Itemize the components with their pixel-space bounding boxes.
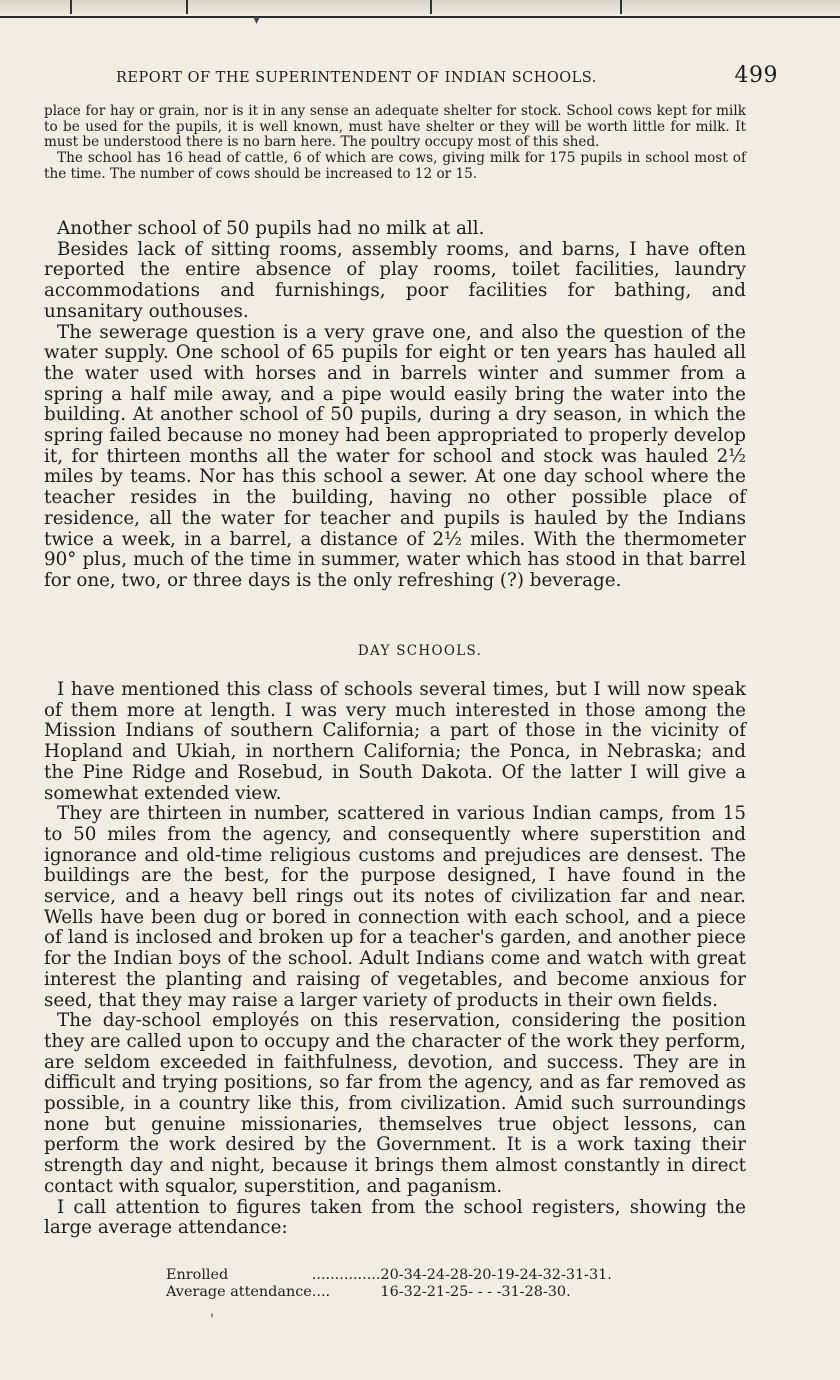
- body-paragraph: The sewerage question is a very grave one, and also the question of the water supply. One school of 65 pupils for eight or ten years has hauled all the water used with horses and in barrels winter and summer from a spring a half mile away, and a pipe would easily bring the water into the building. At another school of 50 pupils, during a dry season, in which the spring failed because no money had been appropriated to properly develop it, for thirteen months all the water for school and stock was hauled 2½ miles by teams. Nor has this school a sewer. At one day school where the teacher resides in the building, having no other possible place of residence, all the water for teacher and pupils is hauled by the Indians twice a week, in a barrel, a distance of 2½ miles. With the thermometer 90° plus, much of the time in summer, water which has stood in that barrel for one, two, or three days is the only refreshing (?) beverage.: [44, 321, 746, 591]
- small-paragraph: The school has 16 head of cattle, 6 of which are cows, giving milk for 175 pupils in school most of the time. The number of cows should be increased to 12 or 15.: [44, 150, 746, 182]
- body-paragraph: The day-school employés on this reservation, considering the position they are called upon to occupy and the character of the work they perform, are seldom exceeded in faithfulness, devotion, and success. They are in difficult and trying positions, so far from the agency, and as far removed as possible, in a country like this, from civilization. Amid such surroundings none but genuine missionaries, themselves true object lessons, can perform the work desired by the Government. It is a work taxing their strength day and night, because it brings them almost constantly in direct contact with squalor, superstition, and paganism.: [44, 1010, 746, 1197]
- ink-speck: ': [210, 1312, 214, 1328]
- body-paragraph: I call attention to figures taken from the school registers, showing the large average attendance:: [44, 1196, 746, 1239]
- body-block-top: [44, 219, 746, 592]
- running-header: [116, 63, 778, 88]
- table-row: [166, 1267, 612, 1284]
- page-top-edge: [0, 0, 840, 18]
- page-number: 499: [734, 63, 778, 88]
- section-heading: DAY SCHOOLS.: [357, 643, 483, 659]
- body-paragraph: Besides lack of sitting rooms, assembly rooms, and barns, I have often reported the entire absence of play rooms, toilet facilities, laundry accommodations and furnishings, poor facilities for bathing, and unsanitary outhouses.: [44, 238, 746, 322]
- row-label: Enrolled: [166, 1267, 229, 1283]
- attendance-table: [166, 1267, 612, 1301]
- edge-mark: [186, 0, 188, 14]
- row-leader: ...............: [311, 1267, 381, 1283]
- row-label: Average attendance: [166, 1284, 312, 1300]
- table-row: [166, 1284, 612, 1301]
- edge-mark: [620, 0, 622, 14]
- body-paragraph: I have mentioned this class of schools several times, but I will now speak of them more at length. I was very much interested in those among the Mission Indians of southern California; a part of those in the vicinity of Hopland and Ukiah, in northern California; the Ponca, in Nebraska; and the Pine Ridge and Rosebud, in South Dakota. Of the latter I will give a somewhat extended view.: [44, 679, 746, 804]
- edge-mark: [70, 0, 72, 14]
- row-values: 20-34-24-28-20-19-24-32-31-31.: [380, 1267, 612, 1283]
- small-print-block: [44, 104, 746, 183]
- body-paragraph: They are thirteen in number, scattered in various Indian camps, from 15 to 50 miles from the agency, and consequently where superstition and ignorance and old-time religious customs and prejudices are densest. The buildings are the best, for the purpose designed, I have found in the service, and a heavy bell rings out its notes of civilization far and near. Wells have been dug or bored in connection with each school, and a piece of land is inclosed and broken up for a teacher's garden, and another piece for the Indian boys of the school. Adult Indians come and watch with great interest the planting and raising of vegetables, and become anxious for seed, that they may raise a larger variety of products in their own fields.: [44, 803, 746, 1011]
- row-values: 16-32-21-25- - - -31-28-30.: [380, 1284, 571, 1300]
- small-paragraph: place for hay or grain, nor is it in any sense an adequate shelter for stock. School cows kept for milk to be used for the pupils, it is well known, must have shelter or they will be worth little for milk. It must be understood there is no barn here. The poultry occupy most of this shed.: [44, 103, 746, 151]
- row-leader: ....: [311, 1284, 331, 1300]
- edge-mark: [430, 0, 432, 14]
- header-title: REPORT OF THE SUPERINTENDENT OF INDIAN SCHOOLS.: [116, 70, 597, 86]
- ink-speck: ▾: [253, 12, 261, 28]
- body-block-day-schools: [44, 680, 746, 1239]
- body-paragraph: Another school of 50 pupils had no milk at all.: [57, 218, 485, 239]
